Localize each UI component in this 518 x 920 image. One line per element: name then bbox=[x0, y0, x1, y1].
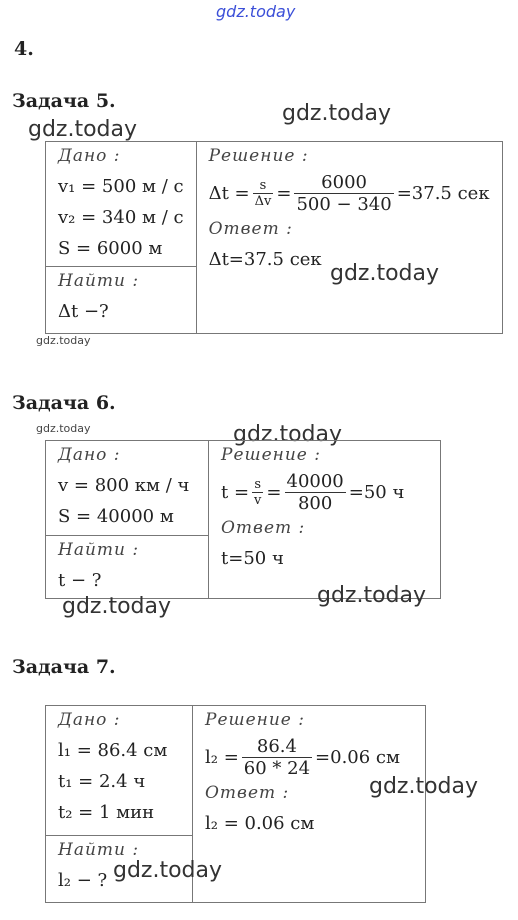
answer-header: Ответ : bbox=[205, 783, 290, 803]
fraction-denominator: 800 bbox=[297, 493, 333, 514]
answer-header: Ответ : bbox=[221, 518, 306, 538]
task5-solution-cell bbox=[196, 142, 502, 334]
answer-line: t=50 ч bbox=[221, 548, 284, 569]
fraction-denominator: v bbox=[254, 493, 262, 508]
given-line: S = 6000 м bbox=[58, 238, 163, 259]
watermark-small: gdz.today bbox=[36, 422, 91, 435]
given-line: t₂ = 1 мин bbox=[58, 802, 155, 823]
task6-solution-cell bbox=[209, 441, 441, 599]
task5-given-cell bbox=[46, 142, 197, 267]
solution-header: Решение : bbox=[221, 445, 322, 465]
equals-sign: = bbox=[276, 183, 292, 204]
given-line: v₁ = 500 м / с bbox=[58, 176, 184, 197]
watermark-top: gdz.today bbox=[216, 2, 296, 21]
find-header: Найти : bbox=[58, 840, 140, 860]
task6-title: Задача 6. bbox=[12, 392, 116, 414]
fraction-denominator: 500 − 340 bbox=[296, 194, 392, 215]
formula-lhs: Δt = bbox=[208, 183, 250, 204]
solution-header: Решение : bbox=[205, 710, 306, 730]
task7-given-cell bbox=[46, 706, 193, 836]
page-number: 4. bbox=[14, 38, 34, 60]
formula-lhs: l₂ = bbox=[205, 747, 239, 768]
task7-formula bbox=[205, 736, 413, 779]
fraction-numerator: 40000 bbox=[286, 471, 344, 492]
task5-title: Задача 5. bbox=[12, 90, 116, 112]
answer-line: Δt=37.5 сек bbox=[208, 249, 322, 270]
watermark: gdz.today bbox=[28, 117, 138, 142]
task6-formula bbox=[221, 471, 428, 514]
task6-table bbox=[45, 440, 441, 599]
solution-header: Решение : bbox=[208, 146, 309, 166]
task6-given-cell bbox=[46, 441, 209, 536]
find-line: Δt −? bbox=[58, 301, 109, 322]
formula-fraction bbox=[285, 471, 346, 514]
task7-solution-cell bbox=[193, 706, 426, 903]
given-line: v = 800 км / ч bbox=[58, 475, 190, 496]
given-line: l₁ = 86.4 см bbox=[58, 740, 168, 761]
watermark: gdz.today bbox=[330, 261, 440, 286]
watermark: gdz.today bbox=[317, 583, 427, 608]
watermark: gdz.today bbox=[282, 101, 392, 126]
formula-result: =37.5 сек bbox=[396, 183, 490, 204]
task6-find-cell bbox=[46, 536, 209, 599]
formula-fraction bbox=[252, 477, 263, 508]
task7-title: Задача 7. bbox=[12, 656, 116, 678]
formula-result: =50 ч bbox=[348, 482, 405, 503]
fraction-numerator: 86.4 bbox=[242, 736, 312, 758]
task5-table bbox=[45, 141, 503, 334]
find-header: Найти : bbox=[58, 540, 140, 560]
formula-fraction bbox=[253, 178, 274, 209]
watermark-small: gdz.today bbox=[36, 334, 91, 347]
fraction-numerator: 6000 bbox=[294, 172, 393, 194]
given-line: t₁ = 2.4 ч bbox=[58, 771, 146, 792]
equals-sign: = bbox=[266, 482, 282, 503]
formula-fraction bbox=[294, 172, 393, 215]
given-line: S = 40000 м bbox=[58, 506, 174, 527]
task7-table bbox=[45, 705, 426, 903]
fraction-numerator: s bbox=[252, 477, 263, 493]
given-header: Дано : bbox=[58, 445, 121, 465]
find-line: l₂ − ? bbox=[58, 870, 108, 891]
find-header: Найти : bbox=[58, 271, 140, 291]
task5-find-cell bbox=[46, 267, 197, 334]
fraction-numerator: s bbox=[253, 178, 274, 194]
formula-lhs: t = bbox=[221, 482, 250, 503]
find-line: t − ? bbox=[58, 570, 102, 591]
fraction-denominator: Δv bbox=[254, 194, 272, 209]
fraction-denominator: 60 * 24 bbox=[243, 758, 311, 779]
formula-result: =0.06 см bbox=[315, 747, 401, 768]
answer-line: l₂ = 0.06 см bbox=[205, 813, 315, 834]
watermark: gdz.today bbox=[62, 594, 172, 619]
given-header: Дано : bbox=[58, 146, 121, 166]
given-header: Дано : bbox=[58, 710, 121, 730]
given-line: v₂ = 340 м / с bbox=[58, 207, 184, 228]
watermark: gdz.today bbox=[233, 422, 343, 447]
watermark: gdz.today bbox=[369, 774, 479, 799]
answer-header: Ответ : bbox=[208, 219, 293, 239]
task5-formula bbox=[209, 172, 490, 215]
formula-fraction bbox=[242, 736, 312, 779]
watermark: gdz.today bbox=[113, 858, 223, 883]
